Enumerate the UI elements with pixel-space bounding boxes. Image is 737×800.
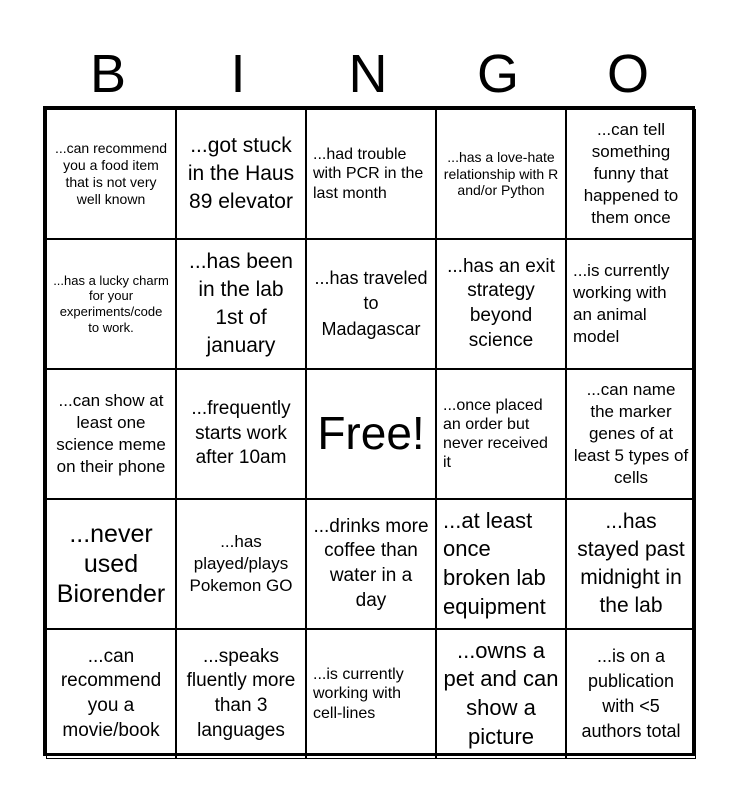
header-letter-o: O <box>606 44 649 104</box>
bingo-cell-r3c4[interactable]: ...once placed an order but never received it <box>436 369 566 499</box>
bingo-cell-r2c3[interactable]: ...has traveled to Madagascar <box>306 239 436 369</box>
bingo-cell-r4c1[interactable]: ...never used Biorender <box>46 499 176 629</box>
bingo-cell-r4c4[interactable]: ...at least once broken lab equipment <box>436 499 566 629</box>
bingo-cell-r2c4[interactable]: ...has an exit strategy beyond science <box>436 239 566 369</box>
bingo-cell-r2c2[interactable]: ...has been in the lab 1st of january <box>176 239 306 369</box>
bingo-cell-r5c1[interactable]: ...can recommend you a movie/book <box>46 629 176 759</box>
bingo-cell-r1c4[interactable]: ...has a love-hate relationship with R and/or Python <box>436 109 566 239</box>
bingo-cell-r5c3[interactable]: ...is currently working with cell-lines <box>306 629 436 759</box>
header-letter-n: N <box>348 44 388 104</box>
header-letter-g: G <box>476 44 519 104</box>
bingo-cell-r1c2[interactable]: ...got stuck in the Haus 89 elevator <box>176 109 306 239</box>
bingo-cell-r3c1[interactable]: ...can show at least one science meme on their phone <box>46 369 176 499</box>
bingo-cell-r3c2[interactable]: ...frequently starts work after 10am <box>176 369 306 499</box>
bingo-card <box>43 106 695 756</box>
bingo-cell-r2c5[interactable]: ...is currently working with an animal model <box>566 239 696 369</box>
bingo-free-space[interactable]: Free! <box>306 369 436 499</box>
header-letter-i: I <box>230 44 246 104</box>
bingo-cell-r4c3[interactable]: ...drinks more coffee than water in a day <box>306 499 436 629</box>
bingo-cell-r4c2[interactable]: ...has played/plays Pokemon GO <box>176 499 306 629</box>
header-letter-b: B <box>89 44 127 104</box>
bingo-cell-r5c4[interactable]: ...owns a pet and can show a picture <box>436 629 566 759</box>
bingo-cell-r1c1[interactable]: ...can recommend you a food item that is not very well known <box>46 109 176 239</box>
bingo-cell-r1c5[interactable]: ...can tell something funny that happened to them once <box>566 109 696 239</box>
bingo-cell-r2c1[interactable]: ...has a lucky charm for your experiments/code to work. <box>46 239 176 369</box>
bingo-cell-r3c5[interactable]: ...can name the marker genes of at least 5 types of cells <box>566 369 696 499</box>
bingo-cell-r4c5[interactable]: ...has stayed past midnight in the lab <box>566 499 696 629</box>
bingo-header <box>43 42 693 106</box>
bingo-cell-r5c5[interactable]: ...is on a publication with <5 authors total <box>566 629 696 759</box>
bingo-cell-r1c3[interactable]: ...had trouble with PCR in the last month <box>306 109 436 239</box>
bingo-cell-r5c2[interactable]: ...speaks fluently more than 3 languages <box>176 629 306 759</box>
